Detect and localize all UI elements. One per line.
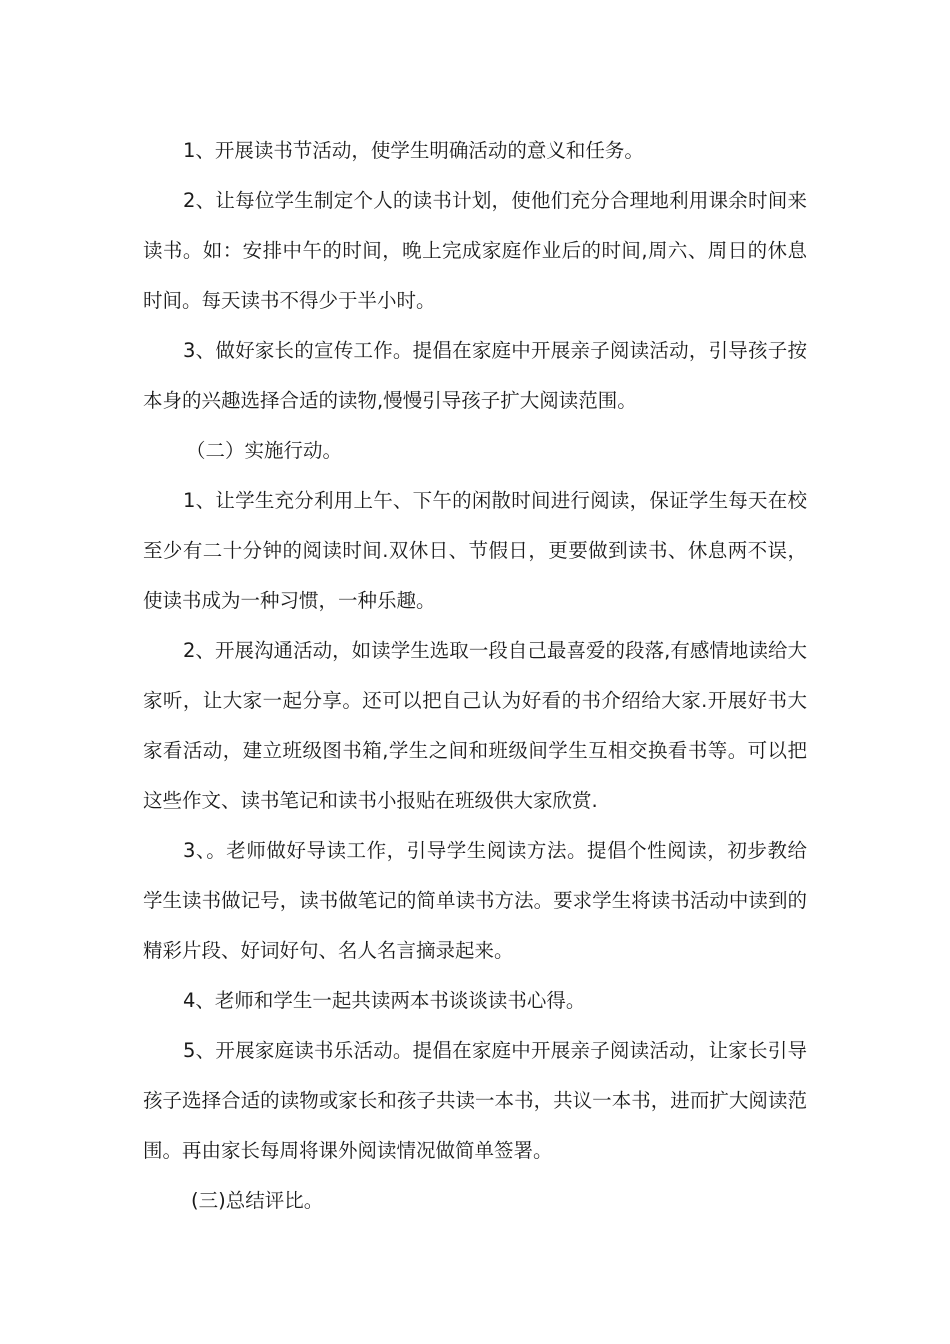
paragraph-3: 3、做好家长的宣传工作。提倡在家庭中开展亲子阅读活动，引导孩子按本身的兴趣选择合适的读物,慢慢引导孩子扩大阅读范围。 [143, 339, 807, 412]
paragraph-2: 2、让每位学生制定个人的读书计划，使他们充分合理地利用课余时间来读书。如：安排中午的时间，晚上完成家庭作业后的时间,周六、周日的休息时间。每天读书不得少于半小时。 [143, 189, 807, 312]
paragraph-5: 2、开展沟通活动，如读学生选取一段自己最喜爱的段落,有感情地读给大家听，让大家一起分享。还可以把自己认为好看的书介绍给大家.开展好书大家看活动，建立班级图书箱,学生之间和班级间学生互相交换看书等。可以把这些作文、读书笔记和读书小报贴在班级供大家欣赏. [143, 639, 807, 812]
paragraph-6: 3、。老师做好导读工作，引导学生阅读方法。提倡个性阅读，初步教给学生读书做记号，读书做笔记的简单读书方法。要求学生将读书活动中读到的精彩片段、好词好句、名人名言摘录起来。 [143, 839, 807, 962]
paragraph-7: 4、老师和学生一起共读两本书谈谈读书心得。 [183, 989, 586, 1012]
paragraph-1: 1、开展读书节活动，使学生明确活动的意义和任务。 [183, 139, 644, 162]
paragraph-4: 1、让学生充分利用上午、下午的闲散时间进行阅读，保证学生每天在校至少有二十分钟的阅读时间.双休日、节假日，更要做到读书、休息两不误，使读书成为一种习惯，一种乐趣。 [143, 489, 807, 612]
paragraph-8: 5、开展家庭读书乐活动。提倡在家庭中开展亲子阅读活动，让家长引导孩子选择合适的读物或家长和孩子共读一本书，共议一本书，进而扩大阅读范围。再由家长每周将课外阅读情况做简单签署。 [143, 1039, 807, 1162]
section-heading-summary: (三)总结评比。 [191, 1189, 324, 1212]
document-body [143, 126, 807, 1226]
section-heading-implementation: （二）实施行动。 [186, 439, 343, 462]
